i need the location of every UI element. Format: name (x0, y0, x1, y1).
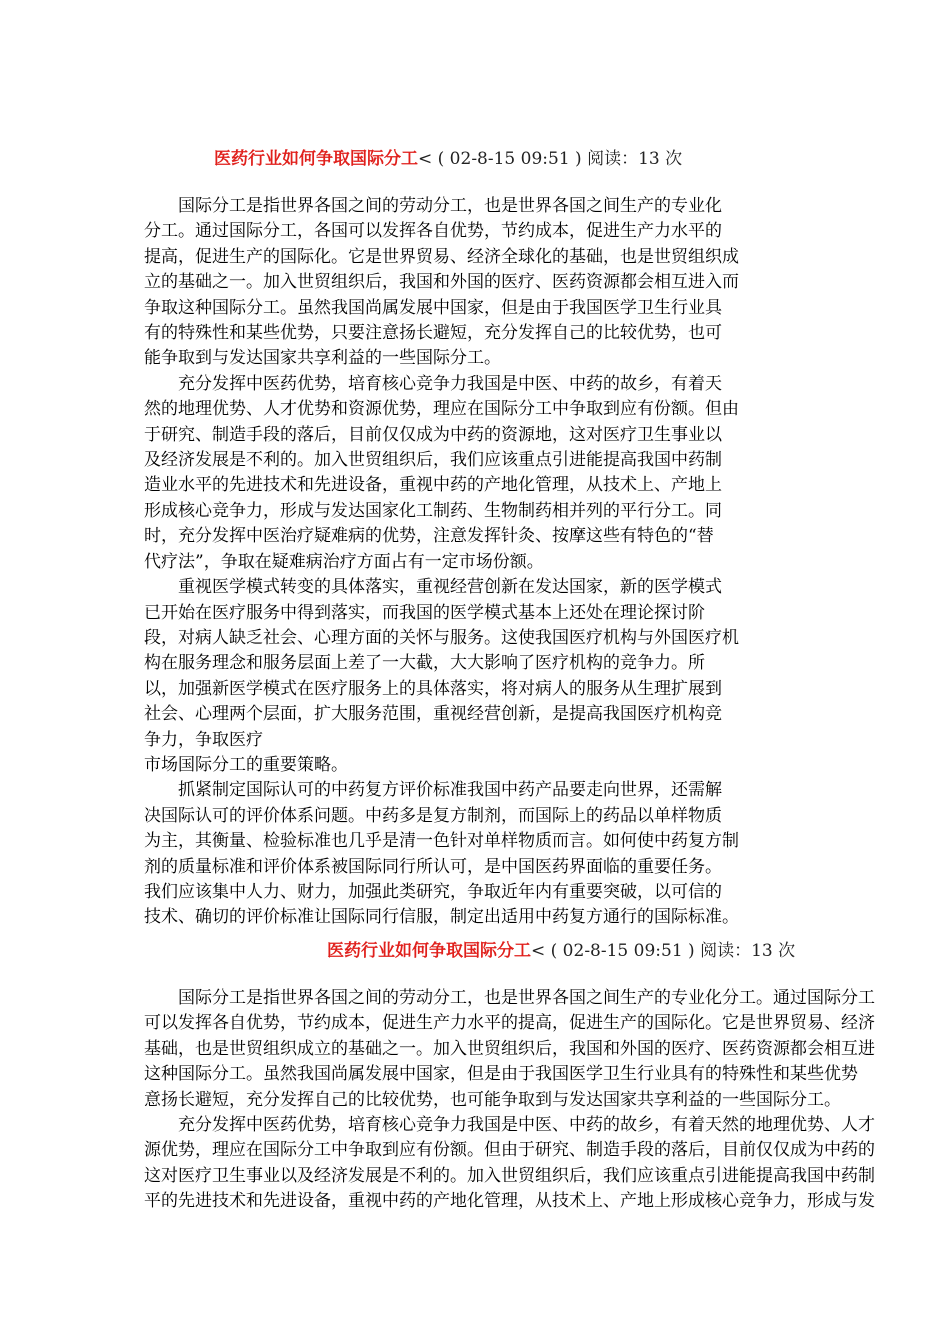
article-title[interactable]: 医药行业如何争取国际分工 (214, 149, 418, 169)
article-meta: < ( 02-8-15 09:51 ) 阅读：13 次 (531, 941, 796, 961)
article-body (144, 986, 950, 1215)
article-header (214, 147, 682, 171)
paragraph: 充分发挥中医药优势，培育核心竞争力我国是中医、中药的故乡，有着天 然的地理优势、人才优势和资源优势，理应在国际分工中争取到应有份额。但由 于研究、制造手段的落后，目前仅仅成为中药的资源地，这对医疗卫生事业以 及经济发展是不利的。加入世贸组织后，我们应该重点引进能提高我国中药制 造业水平的先进技术和先进设备，重视中药的产地化管理，从技术上、产地上 形成核心竞争力，形成与发达国家化工制药、生物制药相并列的平行分工。同 时，充分发挥中医治疗疑难病的优势，注意发挥针灸、按摩这些有特色的“替 代疗法”，争取在疑难病治疗方面占有一定市场份额。 (144, 373, 739, 572)
paragraph: 国际分工是指世界各国之间的劳动分工，也是世界各国之间生产的专业化分工。通过国际分工 可以发挥各自优势，节约成本，促进生产力水平的提高，促进生产的国际化。它是世界贸易、经济 基础，也是世贸组织成立的基础之一。加入世贸组织后，我国和外国的医疗、医药资源都会相互进 这种国际分工。虽然我国尚属发展中国家，但是由于我国医学卫生行业具有的特殊性和某些优势 意扬长避短，充分发挥自己的比较优势，也可能争取到与发达国家共享利益的一些国际分工。 (144, 988, 875, 1110)
article-title[interactable]: 医药行业如何争取国际分工 (327, 941, 531, 961)
paragraph: 国际分工是指世界各国之间的劳动分工，也是世界各国之间生产的专业化 分工。通过国际分工，各国可以发挥各自优势，节约成本，促进生产力水平的 提高，促进生产的国际化。它是世界贸易、经济全球化的基础，也是世贸组织成 立的基础之一。加入世贸组织后，我国和外国的医疗、医药资源都会相互进入而 争取这种国际分工。虽然我国尚属发展中国家，但是由于我国医学卫生行业具 有的特殊性和某些优势，只要注意扬长避短，充分发挥自己的比较优势，也可 能争取到与发达国家共享利益的一些国际分工。 (144, 196, 739, 369)
paragraph: 重视医学模式转变的具体落实，重视经营创新在发达国家，新的医学模式 已开始在医疗服务中得到落实，而我国的医学模式基本上还处在理论探讨阶 段，对病人缺乏社会、心理方面的关怀与服务。这使我国医疗机构与外国医疗机 构在服务理念和服务层面上差了一大截，大大影响了医疗机构的竞争力。所 以，加强新医学模式在医疗服务上的具体落实，将对病人的服务从生理扩展到 社会、心理两个层面，扩大服务范围，重视经营创新，是提高我国医疗机构竞 争力，争取医疗 (144, 577, 739, 750)
paragraph: 市场国际分工的重要策略。 (144, 754, 348, 775)
article-body (144, 194, 808, 931)
paragraph: 抓紧制定国际认可的中药复方评价标准我国中药产品要走向世界，还需解 决国际认可的评价体系问题。中药多是复方制剂，而国际上的药品以单样物质 为主，其衡量、检验标准也几乎是清一色针对单样物质而言。如何使中药复方制 剂的质量标准和评价体系被国际同行所认可，是中国医药界面临的重要任务。 我们应该集中人力、财力，加强此类研究，争取近年内有重要突破，以可信的 技术、确切的评价标准让国际同行信服，制定出适用中药复方通行的国际标准。 (144, 780, 739, 928)
paragraph: 充分发挥中医药优势，培育核心竞争力我国是中医、中药的故乡，有着天然的地理优势、人才 源优势，理应在国际分工中争取到应有份额。但由于研究、制造手段的落后，目前仅仅成为中药的 这对医疗卫生事业以及经济发展是不利的。加入世贸组织后，我们应该重点引进能提高我国中药制 平的先进技术和先进设备，重视中药的产地化管理，从技术上、产地上形成核心竞争力，形成与发 (144, 1115, 875, 1212)
article-header (327, 939, 795, 963)
article-meta: < ( 02-8-15 09:51 ) 阅读：13 次 (418, 149, 683, 169)
